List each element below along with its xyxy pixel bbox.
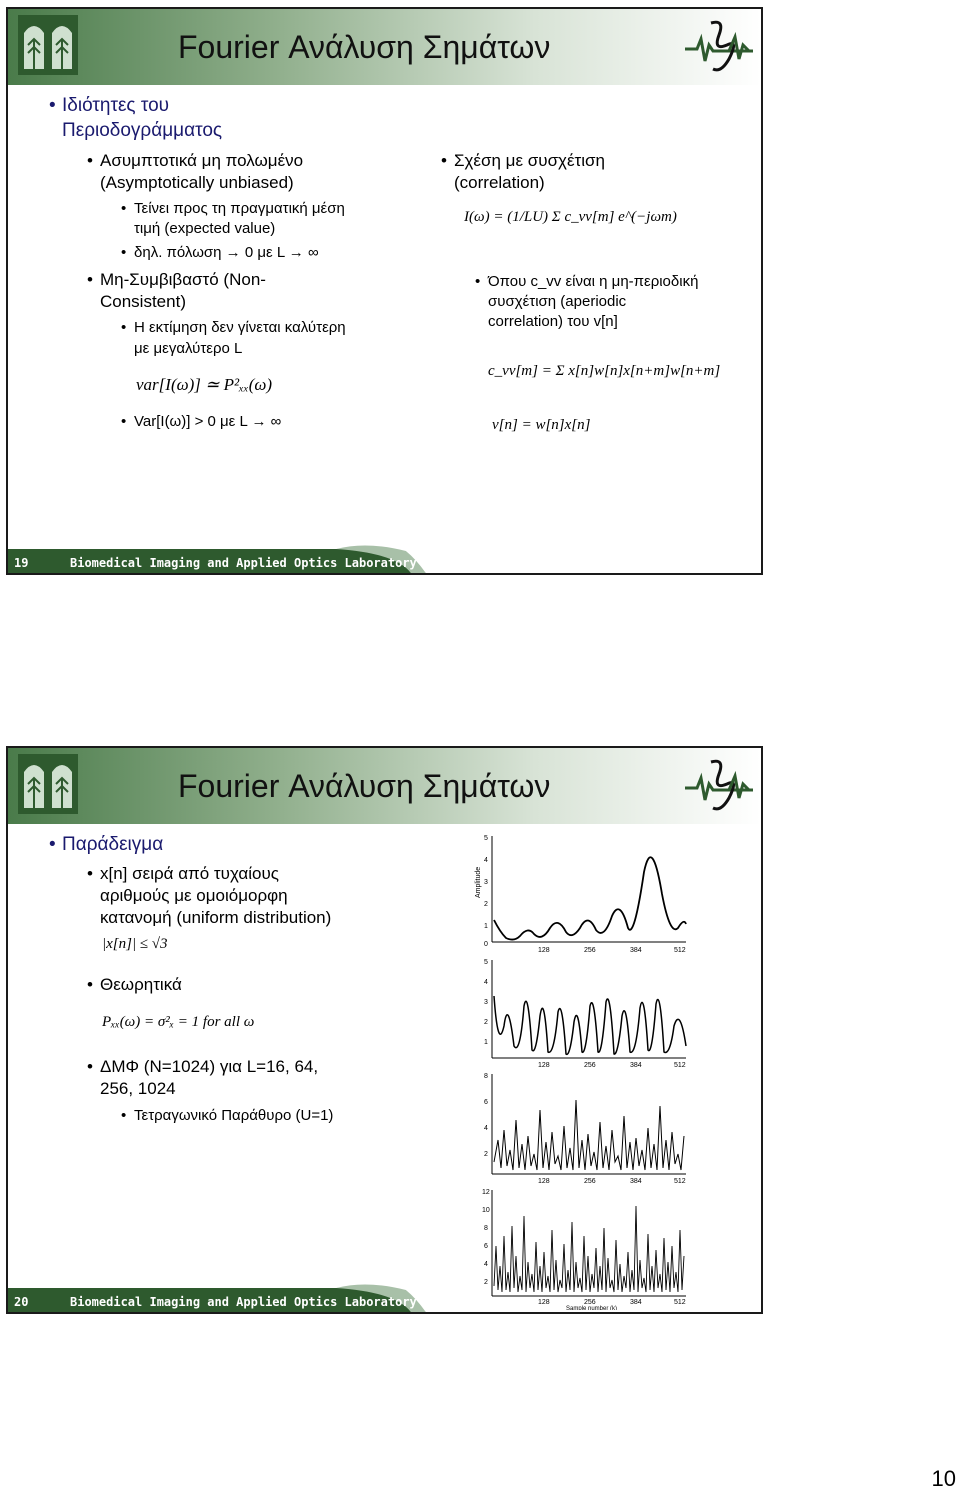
svg-text:8: 8 [484, 1225, 488, 1232]
bullet-dft-1: • ΔΜΦ (N=1024) για L=16, 64, [100, 1056, 318, 1078]
bullet-correlation-2: (correlation) [454, 173, 545, 192]
svg-text:10: 10 [482, 1207, 490, 1214]
svg-text:2: 2 [484, 1279, 488, 1286]
university-logo-icon [18, 15, 78, 75]
sub-bullet-expected-2: τιμή (expected value) [134, 220, 276, 237]
windowed-signal-formula: v[n] = w[n]x[n] [492, 417, 591, 433]
bullet-correlation-1: • Σχέση με συσχέτιση [454, 150, 605, 172]
x-axis-label: Sample number (k) [566, 1306, 618, 1310]
lab-name: Biomedical Imaging and Applied Optics Laboratory [70, 1295, 417, 1309]
slide-20 [6, 746, 763, 1314]
bullet-aperiodic-2: συσχέτιση (aperiodic [488, 293, 627, 310]
periodogram-formula: I(ω) = (1/LU) Σ c_vv[m] e^(−jωm) [464, 209, 677, 225]
lab-name: Biomedical Imaging and Applied Optics Laboratory [70, 556, 417, 570]
svg-text:512: 512 [674, 1299, 686, 1306]
sub-bullet-expected-1: • Τείνει προς τη πραγματική μέση [134, 199, 345, 219]
svg-text:256: 256 [584, 947, 596, 954]
slide-number: 19 [14, 556, 29, 570]
svg-text:2: 2 [484, 1151, 488, 1158]
svg-text:3: 3 [484, 879, 488, 886]
sub-bullet-bias: • δηλ. πόλωση → 0 με L → ∞ [134, 243, 319, 263]
svg-text:256: 256 [584, 1299, 596, 1306]
bullet-random-3: κατανομή (uniform distribution) [100, 908, 332, 927]
svg-text:128: 128 [538, 1299, 550, 1306]
page-number: 10 [931, 1466, 956, 1491]
amplitude-bound-formula: |x[n]| ≤ √3 [102, 936, 168, 952]
slide-19 [6, 7, 763, 575]
svg-text:512: 512 [674, 1062, 686, 1068]
svg-text:384: 384 [630, 947, 642, 954]
spectrum-plot-l16 [474, 832, 696, 954]
svg-text:4: 4 [484, 979, 488, 986]
slide-title: Fourier Ανάλυση Σημάτων [178, 29, 551, 65]
svg-text:512: 512 [674, 1178, 686, 1184]
variance-bullet: • Var[I(ω)] > 0 με L → ∞ [134, 412, 281, 432]
svg-text:4: 4 [484, 1125, 488, 1132]
heading-line-1: • Ιδιότητες του [62, 95, 169, 117]
svg-text:6: 6 [484, 1099, 488, 1106]
bullet-asymptotic-1: • Ασυμπτοτικά μη πολωμένο [100, 150, 303, 172]
bullet-theoretical: • Θεωρητικά [100, 974, 182, 996]
bullet-nonconsistent-1: • Μη-Συμβιβαστό (Non- [100, 269, 266, 291]
svg-text:6: 6 [484, 1243, 488, 1250]
svg-text:384: 384 [630, 1299, 642, 1306]
svg-text:4: 4 [484, 857, 488, 864]
svg-text:2: 2 [484, 901, 488, 908]
spectrum-plot-l64 [474, 956, 696, 1068]
slide-title: Fourier Ανάλυση Σημάτων [178, 768, 551, 804]
lab-logo-icon [683, 754, 755, 818]
university-logo-icon [18, 754, 78, 814]
svg-text:4: 4 [484, 1261, 488, 1268]
lab-logo-icon [683, 15, 755, 79]
spectrum-plot-l256 [474, 1070, 696, 1184]
svg-text:2: 2 [484, 1019, 488, 1026]
y-axis-label: Amplitude [475, 866, 482, 898]
sub-bullet-estimate-1: • Η εκτίμηση δεν γίνεται καλύτερη [134, 318, 346, 338]
bullet-asymptotic-2: (Asymptotically unbiased) [100, 173, 294, 192]
svg-text:256: 256 [584, 1062, 596, 1068]
aperiodic-correlation-formula: c_vv[m] = Σ x[n]w[n]x[n+m]w[n+m] [488, 363, 721, 379]
svg-text:384: 384 [630, 1062, 642, 1068]
theoretical-psd-formula: Pₓₓ(ω) = σ²ₓ = 1 for all ω [102, 1014, 255, 1030]
svg-text:256: 256 [584, 1178, 596, 1184]
svg-text:8: 8 [484, 1073, 488, 1080]
variance-formula: var[I(ω)] ≃ P²ₓₓ(ω) [136, 375, 273, 394]
svg-text:512: 512 [674, 947, 686, 954]
bullet-aperiodic-3: correlation) του v[n] [488, 313, 618, 330]
sub-bullet-estimate-2: με μεγαλύτερο L [134, 340, 243, 357]
slide-number: 20 [14, 1295, 29, 1309]
svg-text:384: 384 [630, 1178, 642, 1184]
svg-text:0: 0 [484, 941, 488, 948]
heading-line-2: Περιοδογράμματος [62, 120, 223, 141]
svg-text:1: 1 [484, 1039, 488, 1046]
bullet-nonconsistent-2: Consistent) [100, 292, 186, 311]
sub-bullet-window: • Τετραγωνικό Παράθυρο (U=1) [134, 1106, 333, 1126]
svg-text:5: 5 [484, 959, 488, 966]
svg-text:128: 128 [538, 947, 550, 954]
slide-header [8, 9, 761, 85]
svg-text:1: 1 [484, 923, 488, 930]
svg-text:12: 12 [482, 1189, 490, 1196]
svg-text:128: 128 [538, 1062, 550, 1068]
bullet-random-2: αριθμούς με ομοιόμορφη [100, 886, 288, 905]
slide-header [8, 748, 761, 824]
bullet-dft-2: 256, 1024 [100, 1079, 176, 1098]
bullet-random-1: • x[n] σειρά από τυχαίους [100, 863, 279, 885]
example-heading: • Παράδειγμα [62, 834, 163, 856]
svg-text:3: 3 [484, 999, 488, 1006]
svg-text:128: 128 [538, 1178, 550, 1184]
bullet-aperiodic-1: • Όπου c_vv είναι η μη-περιοδική [488, 272, 698, 292]
svg-text:5: 5 [484, 835, 488, 842]
